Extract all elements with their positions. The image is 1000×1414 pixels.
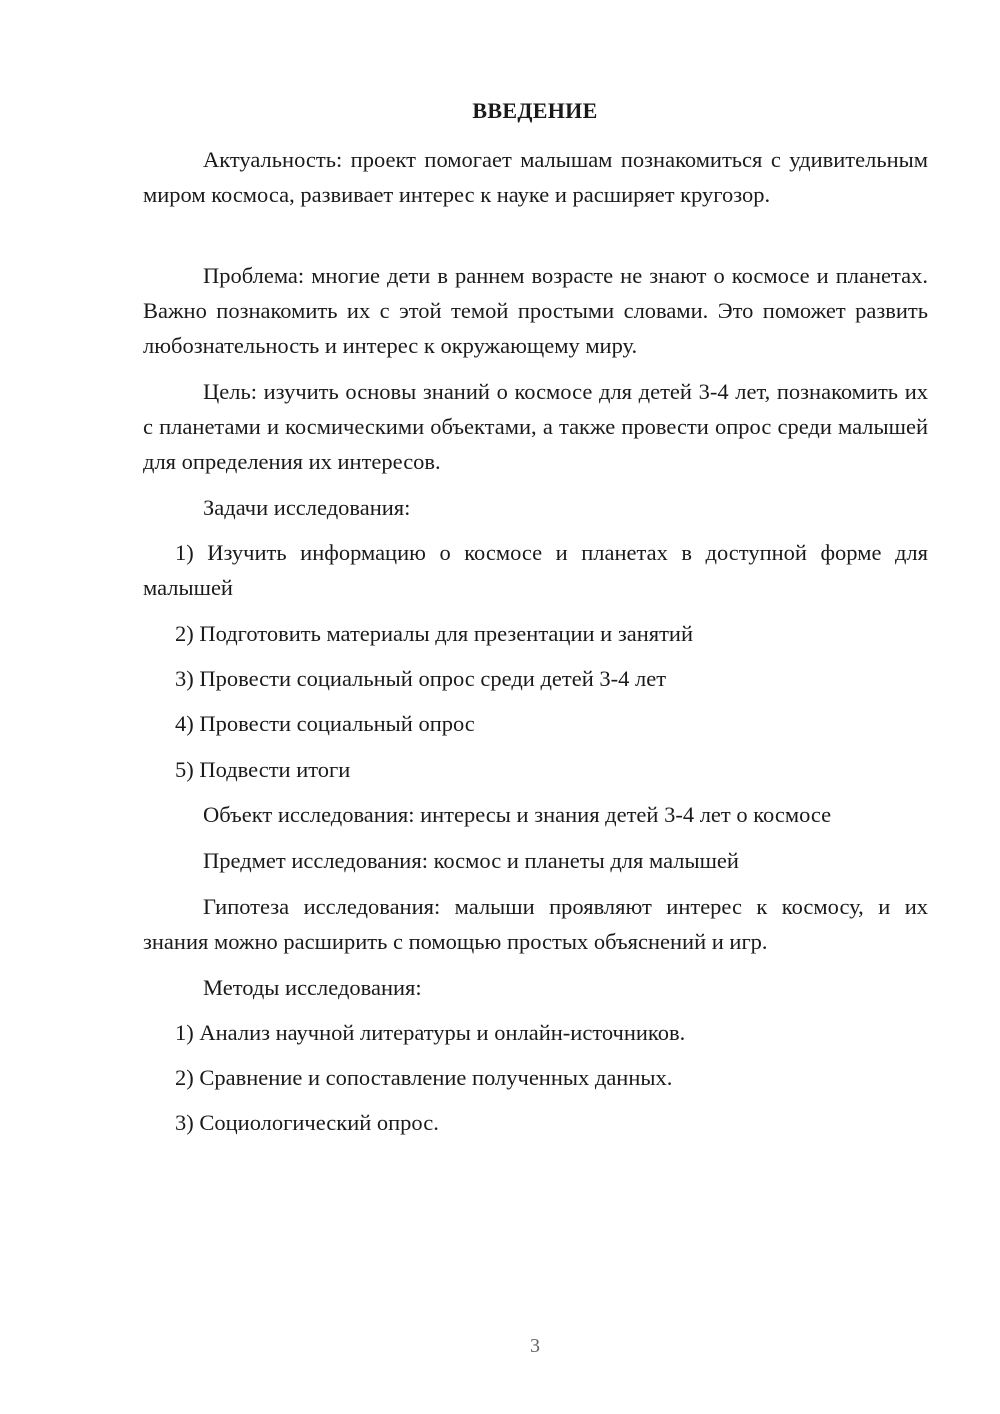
research-object: Объект исследования: интересы и знания детей 3-4 лет о космосе bbox=[203, 802, 832, 827]
research-hypothesis: Гипотеза исследования: малыши проявляют интерес к космосу, и их знания можно расширить с помощью простых объяснений и игр. bbox=[143, 894, 928, 954]
task-item: 1) Изучить информацию о космосе и планетах в доступной форме для малышей bbox=[143, 540, 928, 600]
method-item: 2) Сравнение и сопоставление полученных данных. bbox=[175, 1065, 673, 1090]
methods-heading: Методы исследования: bbox=[203, 975, 422, 1000]
method-item: 3) Социологический опрос. bbox=[175, 1110, 439, 1135]
task-item: 5) Подвести итоги bbox=[175, 757, 351, 782]
document-title: ВВЕДЕНИЕ bbox=[472, 98, 598, 123]
tasks-heading: Задачи исследования: bbox=[203, 495, 411, 520]
method-item: 1) Анализ научной литературы и онлайн-источников. bbox=[175, 1020, 686, 1045]
task-item: 4) Провести социальный опрос bbox=[175, 711, 475, 736]
paragraph-goal: Цель: изучить основы знаний о космосе для детей 3-4 лет, познакомить их с планетами и космическими объектами, а также провести опрос среди малышей для определения их интересов. bbox=[143, 379, 928, 474]
paragraph-relevance: Актуальность: проект помогает малышам познакомиться с удивительным миром космоса, развивает интерес к науке и расширяет кругозор. bbox=[143, 147, 928, 207]
page-number: 3 bbox=[530, 1335, 540, 1357]
research-subject: Предмет исследования: космос и планеты для малышей bbox=[203, 848, 739, 873]
paragraph-problem: Проблема: многие дети в раннем возрасте не знают о космосе и планетах. Важно познакомить их с этой темой простыми словами. Это поможет развить любознательность и интерес к окружающему миру. bbox=[143, 263, 928, 358]
task-item: 2) Подготовить материалы для презентации и занятий bbox=[175, 621, 694, 646]
task-item: 3) Провести социальный опрос среди детей 3-4 лет bbox=[175, 666, 667, 691]
